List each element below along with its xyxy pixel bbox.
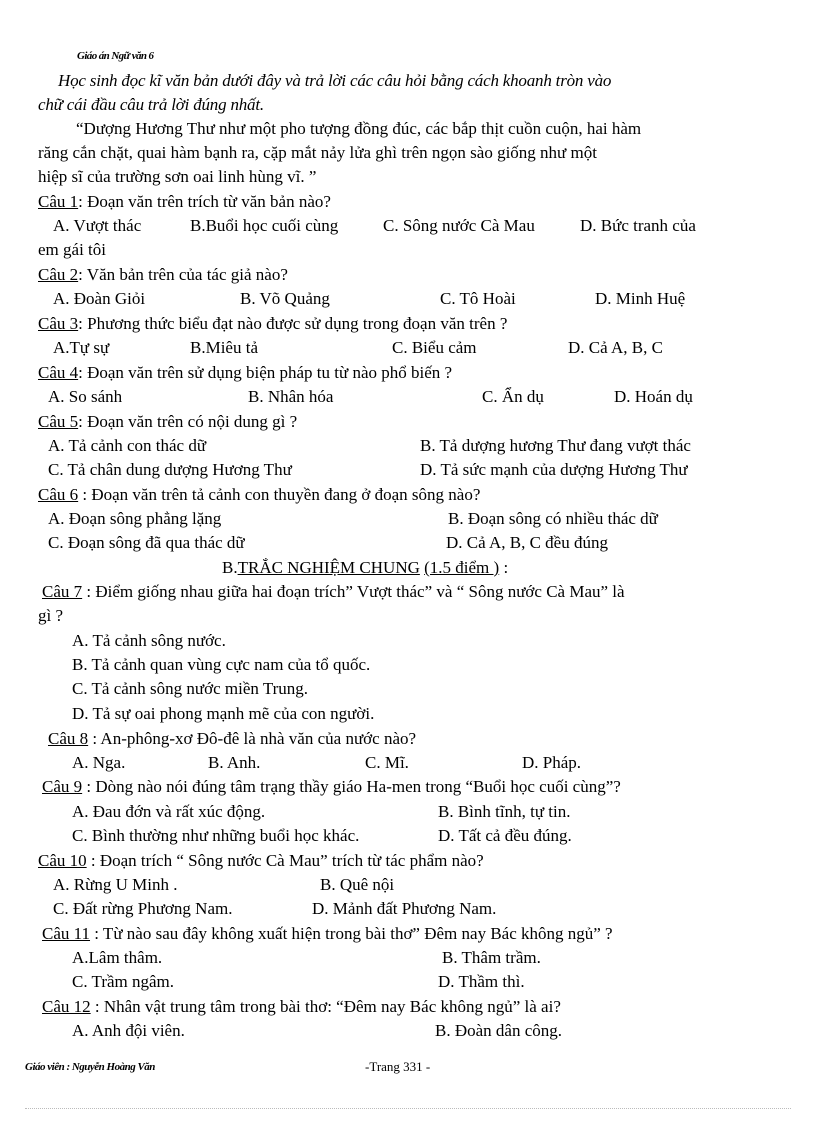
q2-option-d: D. Minh Huệ [595, 289, 686, 308]
passage-line-1: “Dượng Hương Thư như một pho tượng đồng đúc, các bắp thịt cuồn cuộn, hai hàm [76, 119, 642, 138]
q6-option-d: D. Cả A, B, C đều đúng [446, 533, 608, 552]
question-label: Câu 12 [42, 997, 91, 1016]
q5-option-c: C. Tả chân dung dượng Hương Thư [48, 460, 292, 479]
q8-option-c: C. Mĩ. [365, 753, 409, 772]
q6-option-c: C. Đoạn sông đã qua thác dữ [48, 533, 245, 552]
q7-option-c: C. Tả cảnh sông nước miền Trung. [72, 679, 309, 698]
q12-option-b: B. Đoàn dân công. [435, 1021, 563, 1040]
passage-line-3: hiệp sĩ của trường sơn oai linh hùng vĩ. ” [38, 167, 317, 186]
q3-option-d: D. Cả A, B, C [568, 338, 663, 357]
q2-option-a: A. Đoàn Giỏi [53, 289, 146, 308]
question-label: Câu 9 [42, 777, 83, 796]
question-text: : Nhân vật trung tâm trong bài thơ: “Đêm nay Bác không ngủ” là ai? [90, 997, 561, 1016]
question-7 [42, 581, 625, 603]
question-label: Câu 2 [38, 265, 79, 284]
q10-option-d: D. Mảnh đất Phương Nam. [312, 899, 497, 918]
question-8 [48, 728, 416, 750]
q11-option-a: A.Lâm thâm. [72, 948, 163, 967]
q4-option-d: D. Hoán dụ [614, 387, 693, 406]
q7-option-a: A. Tả cảnh sông nước. [72, 631, 226, 650]
footer-page-number: -Trang 331 - [365, 1059, 431, 1074]
question-label: Câu 3 [38, 314, 79, 333]
q9-option-b: B. Bình tĩnh, tự tin. [438, 802, 571, 821]
question-label: Câu 6 [38, 485, 79, 504]
q3-option-c: C. Biểu cảm [392, 338, 477, 357]
q10-option-c: C. Đất rừng Phương Nam. [53, 899, 233, 918]
q4-option-c: C. Ẩn dụ [482, 387, 544, 406]
question-12 [42, 996, 561, 1018]
question-text: : Đoạn văn trên tả cảnh con thuyền đang ở đoạn sông nào? [78, 485, 481, 504]
q11-option-d: D. Thầm thì. [438, 972, 525, 991]
question-9 [42, 776, 621, 798]
q5-option-d: D. Tả sức mạnh của dượng Hương Thư [420, 460, 688, 479]
q7-option-d: D. Tả sự oai phong mạnh mẽ của con người. [72, 704, 375, 723]
q11-option-b: B. Thâm trầm. [442, 948, 541, 967]
q5-option-b: B. Tả dượng hương Thư đang vượt thác [420, 436, 691, 455]
question-6 [38, 484, 480, 506]
question-label: Câu 7 [42, 582, 83, 601]
question-text: : Điểm giống nhau giữa hai đoạn trích” Vượt thác” và “ Sông nước Cà Mau” là [82, 582, 625, 601]
section-b-heading [222, 557, 508, 579]
question-text: : An-phông-xơ Đô-đê là nhà văn của nước nào? [88, 729, 417, 748]
q9-option-c: C. Bình thường như những buổi học khác. [72, 826, 360, 845]
question-7-cont: gì ? [38, 606, 64, 625]
q1-option-d: D. Bức tranh của [580, 216, 696, 235]
section-points: (1.5 điểm ) [424, 558, 500, 577]
question-text: : Đoạn văn trên sử dụng biện pháp tu từ nào phổ biến ? [78, 363, 453, 382]
q12-option-a: A. Anh đội viên. [72, 1021, 185, 1040]
question-text: : Dòng nào nói đúng tâm trạng thầy giáo Ha-men trong “Buổi học cuối cùng”? [82, 777, 621, 796]
q3-option-a: A.Tự sự [53, 338, 110, 357]
q4-option-a: A. So sánh [48, 387, 123, 406]
question-3 [38, 313, 507, 335]
q4-option-b: B. Nhân hóa [248, 387, 334, 406]
instruction-line-2: chữ cái đầu câu trả lời đúng nhất. [38, 95, 264, 114]
instruction-line-1: Học sinh đọc kĩ văn bản dưới đây và trả lời các câu hỏi bằng cách khoanh tròn vào [58, 71, 612, 90]
q2-option-b: B. Võ Quảng [240, 289, 330, 308]
q1-option-c: C. Sông nước Cà Mau [383, 216, 535, 235]
question-4 [38, 362, 452, 384]
page-header: Giáo án Ngữ văn 6 [77, 50, 154, 62]
q8-option-d: D. Pháp. [522, 753, 582, 772]
question-text: : Văn bản trên của tác giả nào? [78, 265, 288, 284]
q8-option-b: B. Anh. [208, 753, 261, 772]
question-label: Câu 1 [38, 192, 79, 211]
section-prefix: B. [222, 558, 238, 577]
question-text: : Đoạn văn trên trích từ văn bản nào? [78, 192, 331, 211]
q9-option-d: D. Tất cả đều đúng. [438, 826, 572, 845]
footer-divider [25, 1108, 791, 1109]
question-11 [42, 923, 613, 945]
question-text: : Phương thức biểu đạt nào được sử dụng trong đoạn văn trên ? [78, 314, 508, 333]
question-5 [38, 411, 297, 433]
q8-option-a: A. Nga. [72, 753, 126, 772]
question-1 [38, 191, 331, 213]
section-suffix: : [499, 558, 509, 577]
question-label: Câu 11 [42, 924, 91, 943]
q6-option-b: B. Đoạn sông có nhiều thác dữ [448, 509, 658, 528]
question-2 [38, 264, 288, 286]
q2-option-c: C. Tô Hoài [440, 289, 516, 308]
q7-option-b: B. Tả cảnh quan vùng cực nam của tổ quốc. [72, 655, 371, 674]
q1-option-d-cont: em gái tôi [38, 240, 106, 259]
passage-line-2: răng cắn chặt, quai hàm bạnh ra, cặp mắt nảy lửa ghì trên ngọn sào giống như một [38, 143, 597, 162]
section-title: TRẮC NGHIỆM CHUNG [237, 558, 420, 577]
question-label: Câu 10 [38, 851, 87, 870]
question-text: : Đoạn văn trên có nội dung gì ? [78, 412, 298, 431]
question-label: Câu 4 [38, 363, 79, 382]
q3-option-b: B.Miêu tả [190, 338, 258, 357]
q10-option-b: B. Quê nội [320, 875, 395, 894]
q5-option-a: A. Tả cảnh con thác dữ [48, 436, 207, 455]
question-label: Câu 5 [38, 412, 79, 431]
q11-option-c: C. Trầm ngâm. [72, 972, 175, 991]
q9-option-a: A. Đau đớn và rất xúc động. [72, 802, 266, 821]
q1-option-b: B.Buổi học cuối cùng [190, 216, 339, 235]
footer-teacher: Giáo viên : Nguyễn Hoàng Văn [25, 1061, 155, 1073]
q1-option-a: A. Vượt thác [53, 216, 142, 235]
question-text: : Từ nào sau đây không xuất hiện trong bài thơ” Đêm nay Bác không ngủ” ? [90, 924, 613, 943]
q10-option-a: A. Rừng U Minh . [53, 875, 178, 894]
question-10 [38, 850, 484, 872]
q6-option-a: A. Đoạn sông phẳng lặng [48, 509, 222, 528]
question-label: Câu 8 [48, 729, 89, 748]
question-text: : Đoạn trích “ Sông nước Cà Mau” trích từ tác phẩm nào? [86, 851, 484, 870]
